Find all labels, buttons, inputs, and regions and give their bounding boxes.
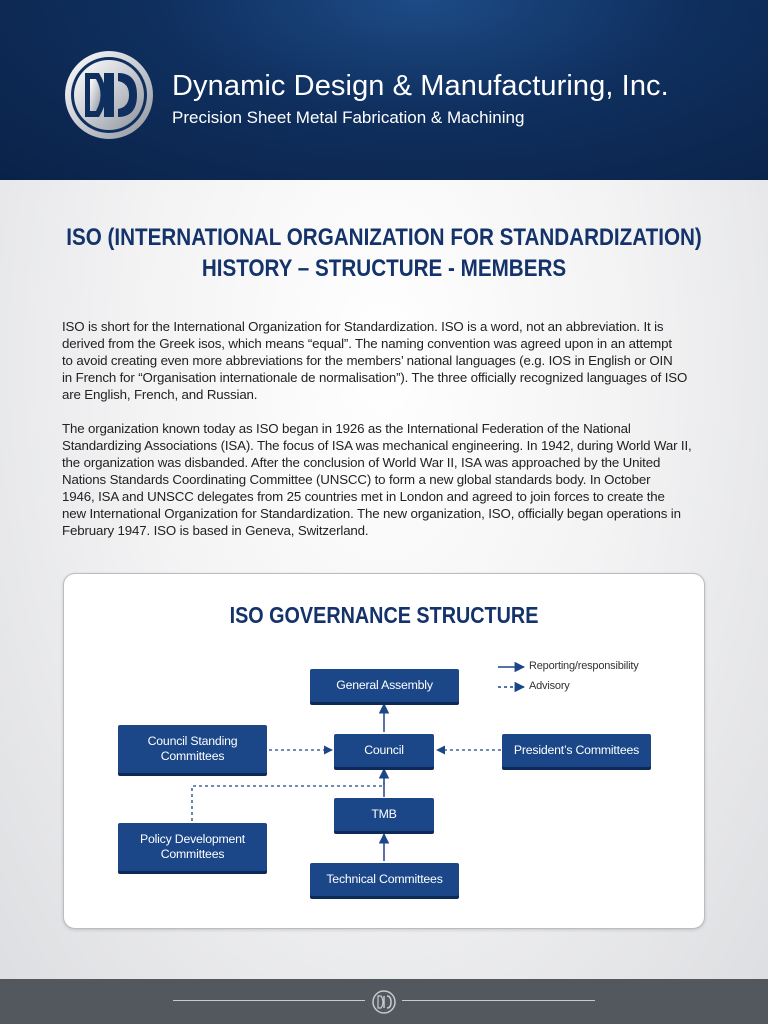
intro-paragraph: [62, 318, 708, 403]
node-technical-committees: Technical Committees: [310, 863, 459, 896]
legend-solid-label: Reporting/responsibility: [529, 660, 639, 672]
paragraph-line: are English, French, and Russian.: [62, 387, 258, 402]
diagram-title: ISO GOVERNANCE STRUCTURE: [229, 602, 539, 628]
footer-divider-left: [173, 1000, 365, 1001]
paragraph-line: 1946, ISA and UNSCC delegates from 25 countries met in London and agreed to join forces to create the: [62, 489, 665, 504]
paragraph-line: The organization known today as ISO began in 1926 as the International Federation of the National: [62, 421, 631, 436]
paragraph-line: Nations Standards Coordinating Committee (UNSCC) to form a new global standards body. In October: [62, 472, 651, 487]
paragraph-line: Standardizing Associations (ISA). The focus of ISA was mechanical engineering. In 1942, during World War II,: [62, 438, 692, 453]
paragraph-line: ISO is short for the International Organization for Standardization. ISO is a word, not an abbreviation. It is: [62, 319, 664, 334]
footer-bar: [0, 979, 768, 1024]
node-council-standing-committees: Council Standing Committees: [118, 725, 267, 773]
page-title: [54, 222, 714, 284]
node-policy-development-committees: Policy Development Committees: [118, 823, 267, 871]
legend-dashed-label: Advisory: [529, 680, 570, 692]
paragraph-line: in French for “Organisation internationale de normalisation”). The three officially recognized languages of ISO: [62, 370, 688, 385]
company-name: Dynamic Design & Manufacturing, Inc.: [172, 70, 669, 102]
footer-logo: [372, 990, 396, 1014]
paragraph-line: new International Organization for Standardization. The new organization, ISO, officially began operations in: [62, 506, 681, 521]
page-title-line-2: HISTORY – STRUCTURE - MEMBERS: [201, 255, 567, 282]
header-banner: [0, 0, 768, 180]
paragraph-line: derived from the Greek isos, which means “equal”. The naming convention was agreed upon in an attempt: [62, 336, 672, 351]
node-tmb: TMB: [334, 798, 434, 831]
paragraph-line: February 1947. ISO is based in Geneva, Switzerland.: [62, 523, 369, 538]
node-general-assembly: General Assembly: [310, 669, 459, 702]
footer-divider-right: [402, 1000, 595, 1001]
page-title-line-1: ISO (INTERNATIONAL ORGANIZATION FOR STANDARDIZATION): [66, 224, 702, 251]
paragraph-line: the organization was disbanded. After the conclusion of World War II, ISA was approached by the United: [62, 455, 661, 470]
company-logo: [63, 49, 155, 141]
node-presidents-committees: President’s Committees: [502, 734, 651, 767]
governance-diagram-card: [63, 573, 705, 929]
history-paragraph: [62, 420, 708, 539]
company-tagline: Precision Sheet Metal Fabrication & Machining: [172, 108, 525, 127]
paragraph-line: to avoid creating even more abbreviations for the members’ national languages (e.g. IOS in English or OIN: [62, 353, 673, 368]
node-council: Council: [334, 734, 434, 767]
